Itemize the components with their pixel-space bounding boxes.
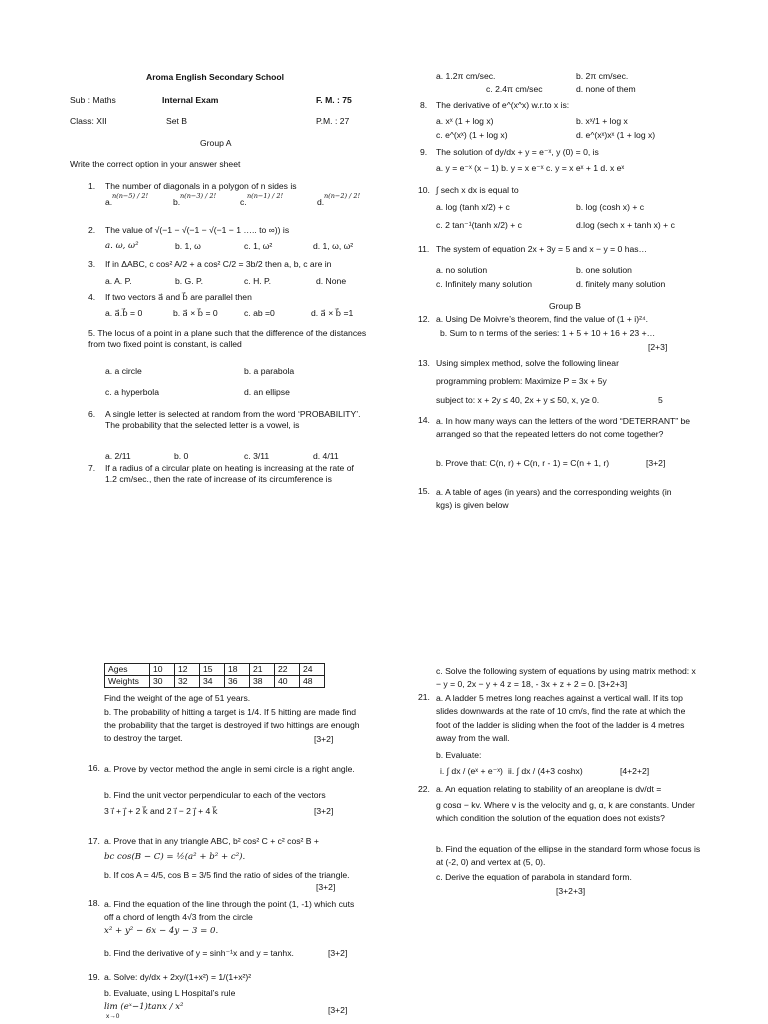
question-part-a: a. An equation relating to stability of an areoplane is dv/dt = xyxy=(436,784,662,794)
option-c: c. a hyperbola xyxy=(105,387,159,397)
option-d: d. 4/11 xyxy=(313,451,339,461)
option-c: c. e^(xˣ) (1 + log x) xyxy=(436,130,508,140)
option-c: c. 2.4π cm/sec xyxy=(486,84,543,94)
option-d: d. None xyxy=(316,276,347,286)
marks: [3+2] xyxy=(328,1005,348,1015)
table-cell: 12 xyxy=(175,664,200,676)
option-d: d. xyxy=(317,197,325,207)
option-b: b. a⃗ × b⃗ = 0 xyxy=(173,308,218,318)
marks: [3+2] xyxy=(328,948,348,958)
question-number: 4. xyxy=(88,292,96,302)
table-cell: 22 xyxy=(275,664,300,676)
option-a: a. xyxy=(105,197,113,207)
marks: [3+2] xyxy=(314,734,334,744)
question-line-2: programming problem: Maximize P = 3x + 5y xyxy=(436,376,607,386)
school-name: Aroma English Secondary School xyxy=(146,72,285,82)
question-part-a: a. Solve: dy/dx + 2xy/(1+x²) = 1/(1+x²)² xyxy=(104,972,252,982)
table-cell: 18 xyxy=(225,664,250,676)
circle-equation: x² + y² − 6x − 4y − 3 = 0. xyxy=(104,926,219,936)
option-b: b. 1, ω xyxy=(175,241,201,251)
row-label: Weights xyxy=(105,676,150,688)
marks: [3+2] xyxy=(646,458,666,468)
option-b: b. 0 xyxy=(174,451,189,461)
table-cell: 32 xyxy=(175,676,200,688)
question-part-b: b. Find the derivative of y = sinh⁻¹x and y = tanhx. xyxy=(104,948,294,958)
exam-label: Internal Exam xyxy=(162,95,219,105)
question-part-b: b. Find the equation of the ellipse in the standard form whose focus is at (-2, 0) and vertex at (5, 0). xyxy=(436,844,701,868)
marks: [3+2] xyxy=(316,882,336,892)
table-row xyxy=(105,664,325,676)
table-cell: 36 xyxy=(225,676,250,688)
option-c: c. H. P. xyxy=(244,276,272,286)
option-c: c. ab =0 xyxy=(244,308,275,318)
table-cell: 34 xyxy=(200,676,225,688)
question-number: 18. xyxy=(88,898,100,908)
question-number: 16. xyxy=(88,763,100,773)
question-number: 21. xyxy=(418,692,430,702)
option-d: d. none of them xyxy=(576,84,636,94)
set-label: Set B xyxy=(166,116,188,126)
question-part-a: a. Using De Moivre’s theorem, find the value of (1 + i)²⁴. xyxy=(436,314,649,324)
question-text: 5. The locus of a point in a plane such that the difference of the distances from two fixed point is constant, is called xyxy=(88,328,367,349)
option-c-fraction: n(n−1) / 2! xyxy=(247,192,284,200)
question-line-1: Using simplex method, solve the following linear xyxy=(436,358,619,368)
question-line-3: subject to: x + 2y ≤ 40, 2x + y ≤ 50, x, y≥ 0. xyxy=(436,395,600,405)
option-a: a. 1.2π cm/sec. xyxy=(436,71,496,81)
option-b: b. log (cosh x) + c xyxy=(576,202,645,212)
option-b: b. xyxy=(173,197,181,207)
question-number: 10. xyxy=(418,185,430,195)
table-cell: 30 xyxy=(150,676,175,688)
limit-subscript: x→0 xyxy=(106,1013,120,1020)
question-number: 17. xyxy=(88,836,100,846)
question-number: 2. xyxy=(88,225,96,235)
option-b-fraction: n(n−3) / 2! xyxy=(180,192,217,200)
table-cell: 24 xyxy=(300,664,325,676)
integral-i: i. ∫ dx / (eˣ + e⁻ˣ) xyxy=(440,766,503,776)
question-text: ∫ sech x dx is equal to xyxy=(436,185,519,195)
question-number: 11. xyxy=(418,244,430,254)
question-part-b: b. Evaluate: xyxy=(436,750,482,760)
full-marks: F. M. : 75 xyxy=(316,95,352,105)
question-text: If a radius of a circular plate on heating is increasing at the rate of 1.2 cm/sec., then the rate of increase of its circumference is xyxy=(105,463,354,484)
table-cell: 48 xyxy=(300,676,325,688)
question-number: 14. xyxy=(418,415,430,425)
question-text: If in ΔABC, c cos² A/2 + a cos² C/2 = 3b/2 then a, b, c are in xyxy=(105,259,332,269)
question-part-a-cont: g cosα − kv. Where v is the velocity and g, α, k are constants. Under which condition the solution of the equation does not exists? xyxy=(436,800,695,824)
class-label: Class: XII xyxy=(70,116,107,126)
table-cell: 15 xyxy=(200,664,225,676)
integral-ii: ii. ∫ dx / (4+3 coshx) xyxy=(508,766,583,776)
vectors: 3 i⃗ + j⃗ + 2 k⃗ and 2 i⃗ − 2 j⃗ + 4 k⃗ xyxy=(104,806,218,816)
option-d-fraction: n(n−2) / 2! xyxy=(324,192,361,200)
limit-expression: lim (eˣ−1)tanx / x² xyxy=(104,1002,184,1012)
option-a: a. a⃗.b⃗ = 0 xyxy=(105,308,143,318)
option-c: c. xyxy=(240,197,247,207)
option-c: c. 3/11 xyxy=(244,451,270,461)
row-label: Ages xyxy=(105,664,150,676)
question-part-a: a. In how many ways can the letters of the word “DETERRANT” be arranged so that the repeated letters do not come together? xyxy=(436,416,691,440)
question-number: 22. xyxy=(418,784,430,794)
table-cell: 40 xyxy=(275,676,300,688)
question-part-c: c. Derive the equation of parabola in standard form. xyxy=(436,872,632,882)
question-number: 9. xyxy=(420,147,428,157)
option-c: c. 2 tan⁻¹(tanh x/2) + c xyxy=(436,220,522,230)
group-b-title: Group B xyxy=(549,301,582,311)
table-cell: 21 xyxy=(250,664,275,676)
marks: [3+2] xyxy=(314,806,334,816)
option-a-fraction: n(n−5) / 2! xyxy=(112,192,149,200)
option-b: b. a parabola xyxy=(244,366,295,376)
question-number: 3. xyxy=(88,259,96,269)
option-d: d. 1, ω, ω² xyxy=(313,241,354,251)
question-text: The solution of dy/dx + y = e⁻ˣ, y (0) = 0, is xyxy=(436,147,599,157)
table-cell: 10 xyxy=(150,664,175,676)
option-a: a. no solution xyxy=(436,265,488,275)
question-line: Find the weight of the age of 51 years. xyxy=(104,693,251,703)
question-number: 13. xyxy=(418,358,430,368)
question-number: 1. xyxy=(88,181,96,191)
question-text: The number of diagonals in a polygon of n sides is xyxy=(105,181,297,191)
subject-label: Sub : Maths xyxy=(70,95,116,105)
option-a: a. a circle xyxy=(105,366,142,376)
marks: [4+2+2] xyxy=(620,766,650,776)
marks: 5 xyxy=(658,395,663,405)
question-part-a: a. Find the equation of the line through the point (1, -1) which cuts off a chord of length 4√3 from the circle xyxy=(104,899,355,922)
option-d: d. finitely many solution xyxy=(576,279,666,289)
option-a: a. log (tanh x/2) + c xyxy=(436,202,510,212)
question-number: 6. xyxy=(88,409,96,419)
option-b: b. G. P. xyxy=(175,276,204,286)
question-text: The system of equation 2x + 3y = 5 and x − y = 0 has… xyxy=(436,244,648,254)
question-part-a: a. Prove by vector method the angle in semi circle is a right angle. xyxy=(104,764,355,774)
question-part-a: a. A ladder 5 metres long reaches against a vertical wall. If its top slides downwards at the rate of 10 cm/s, find the rate at which the foot of the ladder is sliding when the foot of the ladder is 4 metres away from the wall. xyxy=(436,693,686,743)
question-number: 19. xyxy=(88,972,100,982)
marks: [3+2+3] xyxy=(556,886,586,896)
option-b: b. xˣ/1 + log x xyxy=(576,116,628,126)
option-d: d.log (sech x + tanh x) + c xyxy=(576,220,675,230)
table-cell: 38 xyxy=(250,676,275,688)
question-15-part-c: c. Solve the following system of equations by using matrix method: x − y = 0, 2x − y + 4 z = 18, - 3x + z + 2 = 0. [3+2+3] xyxy=(436,666,696,689)
option-d: d. an ellipse xyxy=(244,387,290,397)
question-number: 7. xyxy=(88,463,96,473)
question-part-b: b. Evaluate, using L Hospital’s rule xyxy=(104,988,236,998)
question-part-b: b. If cos A = 4/5, cos B = 3/5 find the ratio of sides of the triangle. xyxy=(104,870,350,880)
option-a: a. ω, ω² xyxy=(105,241,139,251)
option-d: d. a⃗ × b⃗ =1 xyxy=(311,308,354,318)
question-text: The value of √(−1 − √(−1 − √(−1 − 1 ….. to ∞)) is xyxy=(105,225,290,235)
option-b: b. one solution xyxy=(576,265,632,275)
ages-weights-table xyxy=(104,663,325,688)
question-text: A single letter is selected at random from the word ‘PROBABILITY’. The probability that the selected letter is a vowel, is xyxy=(105,409,361,430)
question-part-a-cont: bc cos(B − C) = ½(a² + b² + c²). xyxy=(104,852,246,862)
instruction: Write the correct option in your answer sheet xyxy=(70,159,241,169)
option-c: c. Infinitely many solution xyxy=(436,279,533,289)
question-part-a: a. Prove that in any triangle ABC, b² cos² C + c² cos² B + xyxy=(104,836,319,846)
option-c: c. 1, ω² xyxy=(244,241,273,251)
question-text: a. A table of ages (in years) and the corresponding weights (in kgs) is given below xyxy=(436,487,672,511)
question-text: If two vectors a⃗ and b⃗ are parallel then xyxy=(105,292,252,302)
options: a. y = e⁻ˣ (x − 1) b. y = x e⁻ˣ c. y = x eˣ + 1 d. x eˣ xyxy=(436,163,625,173)
question-part-b: b. The probability of hitting a target is 1/4. If 5 hitting are made find the probability that the target is destroyed if two hittings are enough to destroy the target. xyxy=(104,707,360,743)
option-a: a. A. P. xyxy=(105,276,132,286)
question-number: 12. xyxy=(418,314,430,324)
question-part-b: b. Sum to n terms of the series: 1 + 5 + 10 + 16 + 23 +… xyxy=(440,328,656,338)
question-number: 8. xyxy=(420,100,428,110)
table-row xyxy=(105,676,325,688)
option-d: d. e^(xˣ)xˣ (1 + log x) xyxy=(576,130,656,140)
option-a: a. xˣ (1 + log x) xyxy=(436,116,494,126)
question-part-b: b. Find the unit vector perpendicular to each of the vectors xyxy=(104,790,326,800)
question-part-b: b. Prove that: C(n, r) + C(n, r - 1) = C(n + 1, r) xyxy=(436,458,610,468)
option-a: a. 2/11 xyxy=(105,451,131,461)
marks: [2+3] xyxy=(648,342,668,352)
option-b: b. 2π cm/sec. xyxy=(576,71,629,81)
group-a-title: Group A xyxy=(200,138,232,148)
question-number: 15. xyxy=(418,486,430,496)
question-text: The derivative of e^(x^x) w.r.to x is: xyxy=(436,100,570,110)
pass-marks: P.M. : 27 xyxy=(316,116,350,126)
